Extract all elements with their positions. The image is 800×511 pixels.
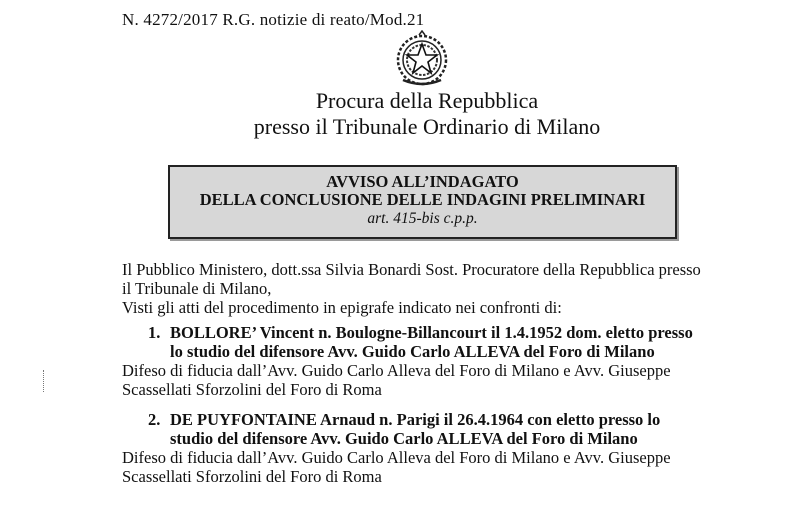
notice-title-box [168,165,677,239]
party-defense-line: Difeso di fiducia dall’Avv. Guido Carlo Alleva del Foro di Milano e Avv. Giuseppe [122,448,671,467]
intro-line: Visti gli atti del procedimento in epigrafe indicato nei confronti di: [122,298,562,317]
notice-title-line1: AVVISO ALL’INDAGATO [326,172,519,191]
intro-line: Il Pubblico Ministero, dott.ssa Silvia Bonardi Sost. Procuratore della Repubblica presso [122,260,701,279]
margin-mark [43,370,46,392]
party-defense-line: Scassellati Sforzolini del Foro di Roma [122,380,382,399]
party-defense-line: Difeso di fiducia dall’Avv. Guido Carlo Alleva del Foro di Milano e Avv. Giuseppe [122,361,671,380]
notice-title-line2: DELLA CONCLUSIONE DELLE INDAGINI PRELIMINARI [199,190,646,209]
party-item [122,410,742,486]
party-domicile-line: lo studio del difensore Avv. Guido Carlo ALLEVA del Foro di Milano [170,342,655,361]
intro-paragraph [122,260,732,317]
party-defense-line: Scassellati Sforzolini del Foro di Roma [122,467,382,486]
intro-line: il Tribunale di Milano, [122,279,272,298]
party-domicile-line: studio del difensore Avv. Guido Carlo ALLEVA del Foro di Milano [170,429,638,448]
party-name-line: DE PUYFONTAINE Arnaud n. Parigi il 26.4.1964 con eletto presso lo [170,410,661,429]
party-number: 1. [148,323,161,342]
party-number: 2. [148,410,161,429]
office-name: Procura della Repubblica [315,88,539,113]
party-item [122,323,742,399]
italian-republic-emblem-icon [393,30,451,88]
notice-article: art. 415-bis c.p.p. [367,210,478,227]
protocol-number: N. 4272/2017 R.G. notizie di reato/Mod.21 [122,10,425,29]
office-court: presso il Tribunale Ordinario di Milano [253,114,601,139]
party-name-line: BOLLORE’ Vincent n. Boulogne-Billancourt il 1.4.1952 dom. eletto presso [170,323,693,342]
